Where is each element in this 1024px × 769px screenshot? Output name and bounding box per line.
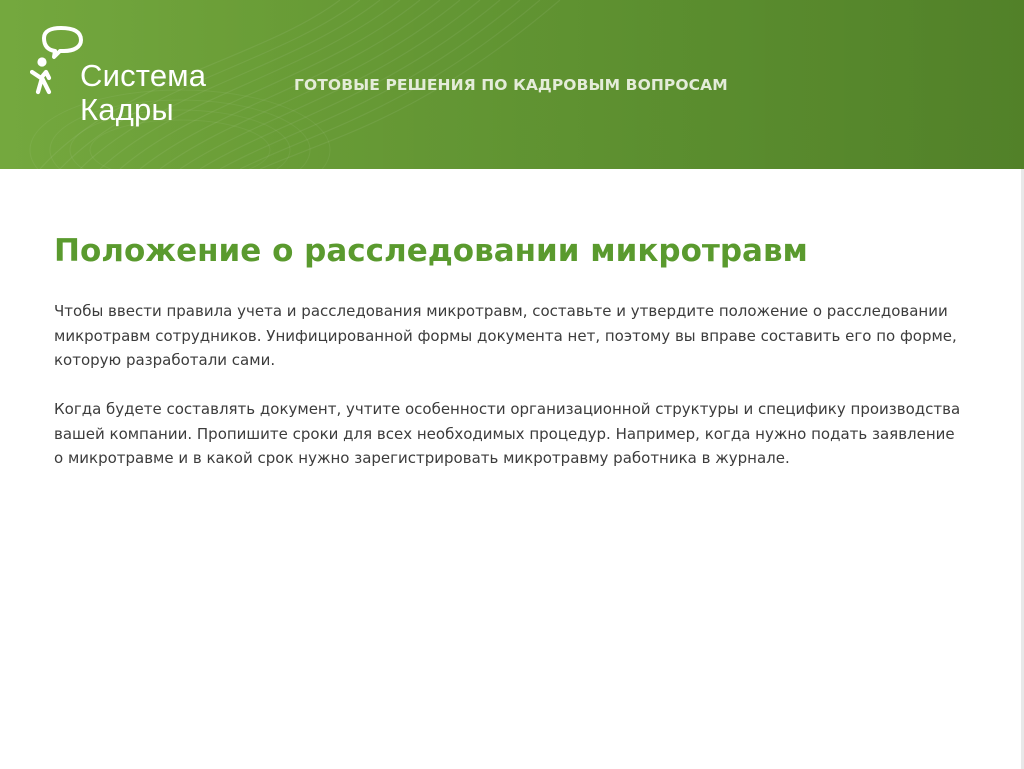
brand-name-line1: Система	[80, 58, 207, 93]
paragraph-2	[54, 397, 994, 471]
brand-logo[interactable]	[30, 22, 230, 132]
text-line: вашей компании. Пропишите сроки для всех необходимых процедур. Например, когда нужно подать заявление	[54, 424, 955, 443]
header-tagline: ГОТОВЫЕ РЕШЕНИЯ ПО КАДРОВЫМ ВОПРОСАМ	[294, 76, 728, 94]
header-banner	[0, 0, 1024, 169]
page-title: Положение о расследовании микротравм	[54, 233, 808, 269]
text-line: Чтобы ввести правила учета и расследования микротравм, составьте и утвердите положение о расследовании	[54, 302, 948, 320]
text-line: Когда будете составлять документ, учтите особенности организационной структуры и специфику производства	[54, 400, 961, 418]
text-line: о микротравме и в какой срок нужно зарегистрировать микротравму работника в журнале.	[54, 449, 790, 467]
body-text	[54, 299, 994, 495]
brand-name	[80, 59, 206, 127]
text-line: микротравм сотрудников. Унифицированной формы документа нет, поэтому вы вправе составить его по форме,	[54, 326, 957, 345]
text-line: которую разработали сами.	[54, 351, 276, 369]
brand-name-line2: Кадры	[80, 92, 174, 127]
paragraph-1	[54, 299, 994, 373]
